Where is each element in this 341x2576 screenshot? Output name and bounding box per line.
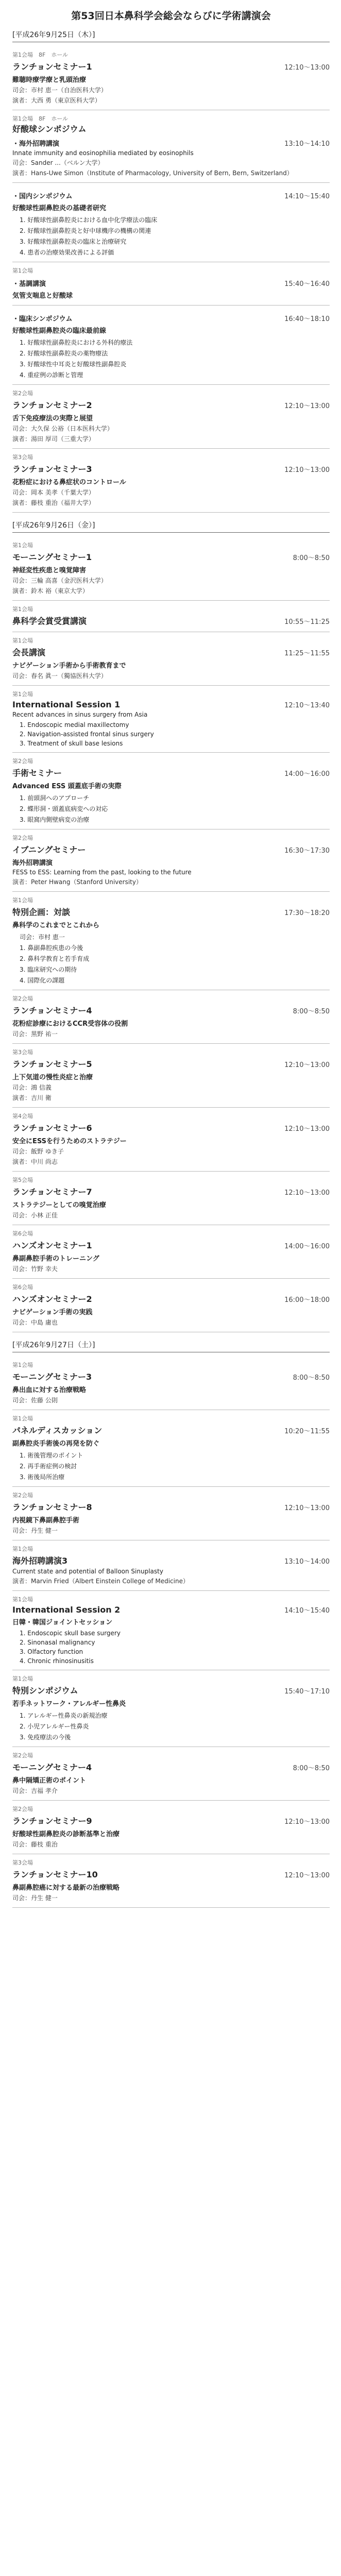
- list-item: 2. 鼻科学教育と若手育成: [20, 955, 90, 962]
- talk-list: [20, 215, 330, 257]
- session-subtitle: 神経変性疾患と嗅覚障害: [12, 567, 87, 574]
- list-item: 3. 好酸球性副鼻腔炎の臨床と治療研究: [20, 238, 127, 245]
- session-subtitle: ・基調講演: [12, 280, 46, 288]
- session-title: 海外招聘講演3: [12, 1556, 68, 1566]
- session-subtitle: 鼻出血に対する治療戦略: [12, 1386, 87, 1394]
- session-line: 司会：佐藤 公則: [12, 1397, 58, 1404]
- session-title: ハンズオンセミナー1: [12, 1241, 92, 1250]
- session-block: [12, 385, 330, 449]
- session-location: 第1会場 8F ホール: [12, 115, 69, 122]
- list-item: 3. Olfactory function: [20, 1648, 83, 1655]
- session-block: [12, 1747, 330, 1801]
- day-header: [12, 29, 330, 42]
- session-title: ランチョンセミナー1: [12, 62, 92, 72]
- session-title: 特別企画：対談: [12, 907, 71, 917]
- session-title: ハンズオンセミナー2: [12, 1294, 92, 1304]
- list-item: 司会：市村 恵一: [20, 934, 65, 941]
- list-item: 3. 免疫療法の今後: [20, 1734, 71, 1741]
- session-subtitle: ・臨床シンポジウム: [12, 315, 73, 323]
- session-time: 8:00〜8:50: [293, 554, 330, 562]
- session-line: 司会：小林 正佳: [12, 1212, 58, 1219]
- list-item: 2. 好酸球性副鼻腔炎の薬物療法: [20, 350, 108, 357]
- session-title: パネルディスカッション: [12, 1426, 103, 1435]
- session-block: [12, 1108, 330, 1172]
- session-block: [12, 110, 330, 183]
- session-subtitle: ナビゲーション手術の実践: [12, 1309, 93, 1316]
- session-block: [12, 183, 330, 262]
- session-block: [12, 537, 330, 601]
- session-block: [12, 1540, 330, 1591]
- list-item: 4. Chronic rhinosinusitis: [20, 1657, 94, 1665]
- session-title: 気管支喘息と好酸球: [12, 292, 73, 300]
- list-item: 1. 術後管理のポイント: [20, 1452, 83, 1459]
- session-location: 第1会場: [12, 637, 33, 644]
- list-item: 3. 臨床研究への期待: [20, 966, 77, 973]
- list-item: 4. 患者の治療効果改善による評価: [20, 249, 114, 256]
- session-block: [12, 990, 330, 1044]
- list-item: 1. 好酸球性副鼻腔炎における外科的療法: [20, 339, 133, 346]
- session-location: 第1会場: [12, 1596, 33, 1603]
- day-label: [平成26年9月26日（金）]: [12, 521, 95, 530]
- session-title: ランチョンセミナー6: [12, 1123, 92, 1133]
- session-block: [12, 1801, 330, 1854]
- list-item: 2. 小児アレルギー性鼻炎: [20, 1723, 89, 1730]
- session-line: 司会：Sander ...（ベルン大学）: [12, 159, 104, 166]
- session-location: 第2会場: [12, 835, 33, 841]
- session-subtitle: 海外招聘講演: [12, 859, 53, 867]
- session-title: International Session 2: [12, 1605, 121, 1615]
- session-title: ランチョンセミナー5: [12, 1059, 92, 1069]
- session-title: モーニングセミナー1: [12, 552, 92, 562]
- session-location: 第2会場: [12, 1492, 33, 1499]
- session-location: 第1会場: [12, 897, 33, 904]
- list-item: 2. 好酸球性副鼻腔炎と好中球機序の機構の関連: [20, 227, 151, 234]
- session-block: [12, 1854, 330, 1908]
- session-subtitle: 鼻科学のこれまでとこれから: [12, 922, 100, 929]
- session-time: 8:00〜8:50: [293, 1008, 330, 1015]
- session-block: [12, 1279, 330, 1332]
- list-item: 4. 重症例の診断と管理: [20, 371, 83, 379]
- session-location: 第6会場: [12, 1230, 33, 1237]
- talk-list: [20, 338, 330, 379]
- day-label: [平成26年9月25日（木）]: [12, 31, 95, 39]
- list-item: 3. 術後局所治療: [20, 1473, 65, 1481]
- session-location: 第2会場: [12, 1752, 33, 1759]
- session-title: ランチョンセミナー9: [12, 1816, 92, 1826]
- session-time: 12:10〜13:00: [284, 1504, 330, 1512]
- session-line: 司会：吉福 孝介: [12, 1787, 58, 1794]
- session-subtitle: 若手ネットワーク・アレルギー性鼻炎: [12, 1700, 126, 1708]
- talk-list: [20, 721, 330, 747]
- session-line: 演者：湯田 厚司（三重大学）: [12, 435, 95, 443]
- session-location: 第4会場: [12, 1113, 33, 1120]
- session-time: 14:00〜16:00: [284, 1243, 330, 1250]
- session-time: 12:10〜13:00: [284, 1818, 330, 1826]
- session-block: [12, 1410, 330, 1487]
- session-line: 司会：大久保 公裕（日本医科大学）: [12, 425, 113, 432]
- list-item: 4. 国際化の課題: [20, 977, 65, 984]
- session-line: 演者：中川 尚志: [12, 1158, 58, 1165]
- talk-list: [20, 1451, 330, 1481]
- list-item: 1. Endoscopic medial maxillectomy: [20, 721, 129, 728]
- session-time: 12:10〜13:40: [284, 702, 330, 709]
- list-item: 1. Endoscopic skull base surgery: [20, 1630, 121, 1637]
- session-english-title: Recent advances in sinus surgery from Asia: [12, 711, 148, 718]
- session-subtitle: 内視鏡下鼻副鼻腔手術: [12, 1517, 80, 1524]
- session-subtitle: 鼻中隔矯正術のポイント: [12, 1777, 87, 1785]
- session-subtitle: 難聴時療学療と乳頭治療: [12, 76, 87, 84]
- session-line: 司会：春名 眞一（獨協医科大学）: [12, 672, 107, 680]
- session-time: 10:20〜11:55: [284, 1428, 330, 1435]
- session-time: 12:10〜13:00: [284, 64, 330, 72]
- session-time: 12:10〜13:00: [284, 1189, 330, 1197]
- list-item: 3. 好酸球性中耳炎と好酸球性副鼻腔炎: [20, 361, 127, 368]
- session-block: [12, 1225, 330, 1279]
- session-subtitle: ストラテジーとしての嗅覚治療: [12, 1201, 106, 1209]
- session-location: 第2会場: [12, 390, 33, 397]
- session-location: 第1会場: [12, 1415, 33, 1422]
- session-block: [12, 892, 330, 990]
- session-title: 手術セミナー: [12, 768, 62, 778]
- session-subtitle: ナビゲーション手術から手術教育まで: [12, 662, 126, 670]
- session-time: 15:40〜16:40: [284, 280, 330, 288]
- session-location: 第1会場: [12, 606, 33, 613]
- session-line: 司会：岡本 美孝（千葉大学）: [12, 489, 95, 496]
- session-line: 司会：市村 恵一（自治医科大学）: [12, 87, 107, 94]
- session-subtitle: 日韓・韓国ジョイントセッション: [12, 1619, 113, 1626]
- session-title: イブニングセミナー: [12, 845, 86, 855]
- session-time: 11:25〜11:55: [284, 650, 330, 657]
- session-line: 司会：竹野 幸夫: [12, 1265, 58, 1273]
- list-item: 2. 再手術症例の検討: [20, 1463, 77, 1470]
- session-time: 13:10〜14:00: [284, 1558, 330, 1566]
- session-location: 第1会場: [12, 542, 33, 549]
- session-title: 好酸球性副鼻腔炎の臨床最前線: [12, 327, 107, 335]
- session-title: ランチョンセミナー2: [12, 400, 92, 410]
- session-time: 12:10〜13:00: [284, 402, 330, 410]
- list-item: 1. 鼻副鼻腔疾患の今後: [20, 944, 83, 952]
- list-item: 1. アレルギー性鼻炎の新規治療: [20, 1712, 108, 1719]
- document-title: 第53回日本鼻科学会総会ならびに学術講演会: [71, 10, 271, 22]
- session-block: [12, 829, 330, 892]
- day-label: [平成26年9月27日（土）]: [12, 1341, 95, 1349]
- session-time: 14:10〜15:40: [284, 193, 330, 200]
- session-block: [12, 262, 330, 306]
- session-block: [12, 1172, 330, 1225]
- session-block: [12, 1044, 330, 1108]
- session-time: 14:10〜15:40: [284, 1607, 330, 1615]
- session-title: ランチョンセミナー10: [12, 1870, 98, 1879]
- session-line: 司会：黒野 祐一: [12, 1030, 58, 1038]
- session-subtitle: 花粉症における鼻症状のコントロール: [12, 479, 126, 486]
- session-time: 8:00〜8:50: [293, 1374, 330, 1382]
- day-header: [12, 520, 330, 533]
- talk-list: [20, 793, 330, 824]
- session-block: [12, 1591, 330, 1670]
- session-location: 第1会場: [12, 1362, 33, 1368]
- list-item: 1. 好酸球性副鼻腔炎における血中化学療法の臨床: [20, 216, 158, 224]
- session-location: 第3会場: [12, 454, 33, 461]
- session-line: 司会：丹生 健一: [12, 1894, 58, 1902]
- session-line: 司会：鴻 信義: [12, 1084, 52, 1091]
- session-block: [12, 601, 330, 632]
- session-title: 特別シンポジウム: [12, 1686, 78, 1696]
- session-block: [12, 1670, 330, 1747]
- session-line: 演者：鈴木 裕（東京大学）: [12, 587, 89, 595]
- session-line: 司会：中島 庸也: [12, 1319, 58, 1326]
- session-english-title: Current state and potential of Balloon Sinuplasty: [12, 1568, 163, 1575]
- list-item: 3. 眼窩内側壁病変の治療: [20, 816, 90, 823]
- session-subtitle: 副鼻腔炎手術後の再発を防ぐ: [12, 1440, 100, 1448]
- session-line: 演者：Hans-Uwe Simon（Institute of Pharmacology, University of Bern, Bern, Switzerland）: [12, 170, 293, 177]
- session-block: [12, 306, 330, 385]
- session-line: 演者：Peter Hwang（Stanford University）: [12, 878, 142, 886]
- session-title: ランチョンセミナー7: [12, 1187, 92, 1197]
- session-line: 司会：三輪 高喜（金沢医科大学）: [12, 577, 107, 584]
- session-time: 14:00〜16:00: [284, 770, 330, 778]
- session-block: [12, 449, 330, 513]
- session-block: [12, 1487, 330, 1540]
- session-block: [12, 686, 330, 753]
- talk-list: [20, 1711, 330, 1741]
- session-time: 16:40〜18:10: [284, 315, 330, 323]
- session-time: 12:10〜13:00: [284, 1061, 330, 1069]
- talk-list: [20, 933, 330, 985]
- session-title: 好酸球シンポジウム: [12, 124, 87, 134]
- session-subtitle: Advanced ESS 頭蓋底手術の実際: [12, 783, 122, 790]
- session-line: 演者：Marvin Fried（Albert Einstein College of Medicine）: [12, 1578, 189, 1585]
- session-location: 第1会場: [12, 1546, 33, 1552]
- session-title: 好酸球性副鼻腔炎の基礎者研究: [12, 205, 107, 212]
- session-title: モーニングセミナー4: [12, 1762, 92, 1772]
- session-time: 10:55〜11:25: [284, 618, 330, 626]
- session-time: 15:40〜17:10: [284, 1688, 330, 1696]
- session-subtitle: 安全にESSを行うためのストラテジー: [12, 1138, 127, 1145]
- session-english-title: Innate immunity and eosinophilia mediated by eosinophils: [12, 149, 194, 157]
- session-time: 13:10〜14:10: [284, 140, 330, 148]
- session-subtitle: 上下気道の慢性炎症と治療: [12, 1074, 93, 1081]
- list-item: 2. 蝶形洞・頭蓋底病変への対応: [20, 805, 108, 812]
- session-line: 司会：丹生 健一: [12, 1527, 58, 1534]
- session-subtitle: 鼻副鼻腔癌に対する最新の治療戦略: [12, 1884, 120, 1892]
- session-title: ランチョンセミナー8: [12, 1502, 92, 1512]
- session-time: 12:10〜13:00: [284, 1872, 330, 1879]
- list-item: 1. 前頭洞へのアプローチ: [20, 794, 90, 802]
- session-location: 第2会場: [12, 995, 33, 1002]
- session-line: 演者：大西 勇（東京医科大学）: [12, 97, 101, 104]
- session-title: International Session 1: [12, 700, 121, 709]
- session-subtitle: ・海外招聘講演: [12, 140, 60, 148]
- session-subtitle: ・国内シンポジウム: [12, 193, 73, 200]
- session-time: 12:10〜13:00: [284, 1125, 330, 1133]
- session-block: [12, 632, 330, 686]
- session-english-title: FESS to ESS: Learning from the past, looking to the future: [12, 869, 192, 876]
- session-block: [12, 753, 330, 829]
- talk-list: [20, 1630, 330, 1665]
- session-subtitle: 鼻副鼻腔手術のトレーニング: [12, 1255, 99, 1263]
- session-line: 演者：吉川 衛: [12, 1094, 52, 1101]
- session-location: 第1会場: [12, 691, 33, 698]
- session-location: 第3会場: [12, 1859, 33, 1866]
- session-subtitle: 好酸球性副鼻腔炎の診断基準と治療: [12, 1831, 120, 1838]
- list-item: 3. Treatment of skull base lesions: [20, 740, 123, 747]
- session-title: 鼻科学会賞受賞講演: [12, 616, 87, 626]
- session-time: 17:30〜18:20: [284, 909, 330, 917]
- session-time: 16:30〜17:30: [284, 847, 330, 855]
- session-title: ランチョンセミナー4: [12, 1006, 92, 1015]
- session-location: 第6会場: [12, 1284, 33, 1291]
- session-line: 演者：藤枝 重治（福井大学）: [12, 499, 95, 506]
- session-location: 第3会場: [12, 1049, 33, 1056]
- list-item: 2. Sinonasal malignancy: [20, 1639, 95, 1646]
- session-block: [12, 46, 330, 110]
- session-subtitle: 花粉症診療におけるCCR受容体の役割: [12, 1020, 128, 1028]
- session-location: 第1会場: [12, 1675, 33, 1682]
- day-header: [12, 1340, 330, 1352]
- session-location: 第1会場: [12, 267, 33, 274]
- session-title: ランチョンセミナー3: [12, 464, 92, 474]
- session-location: 第2会場: [12, 1806, 33, 1812]
- session-time: 8:00〜8:50: [293, 1765, 330, 1772]
- list-item: 2. Navigation-assisted frontal sinus surgery: [20, 731, 154, 738]
- session-time: 16:00〜18:00: [284, 1296, 330, 1304]
- session-subtitle: 舌下免疫療法の実際と展望: [12, 415, 93, 422]
- session-block: [12, 1357, 330, 1410]
- session-line: 司会：藤枝 重治: [12, 1841, 58, 1848]
- session-title: 会長講演: [12, 648, 46, 657]
- session-title: モーニングセミナー3: [12, 1372, 92, 1382]
- session-location: 第5会場: [12, 1177, 33, 1183]
- session-time: 12:10〜13:00: [284, 466, 330, 474]
- session-location: 第1会場 8F ホール: [12, 52, 69, 58]
- session-line: 司会：飯野 ゆき子: [12, 1148, 64, 1155]
- session-location: 第2会場: [12, 758, 33, 765]
